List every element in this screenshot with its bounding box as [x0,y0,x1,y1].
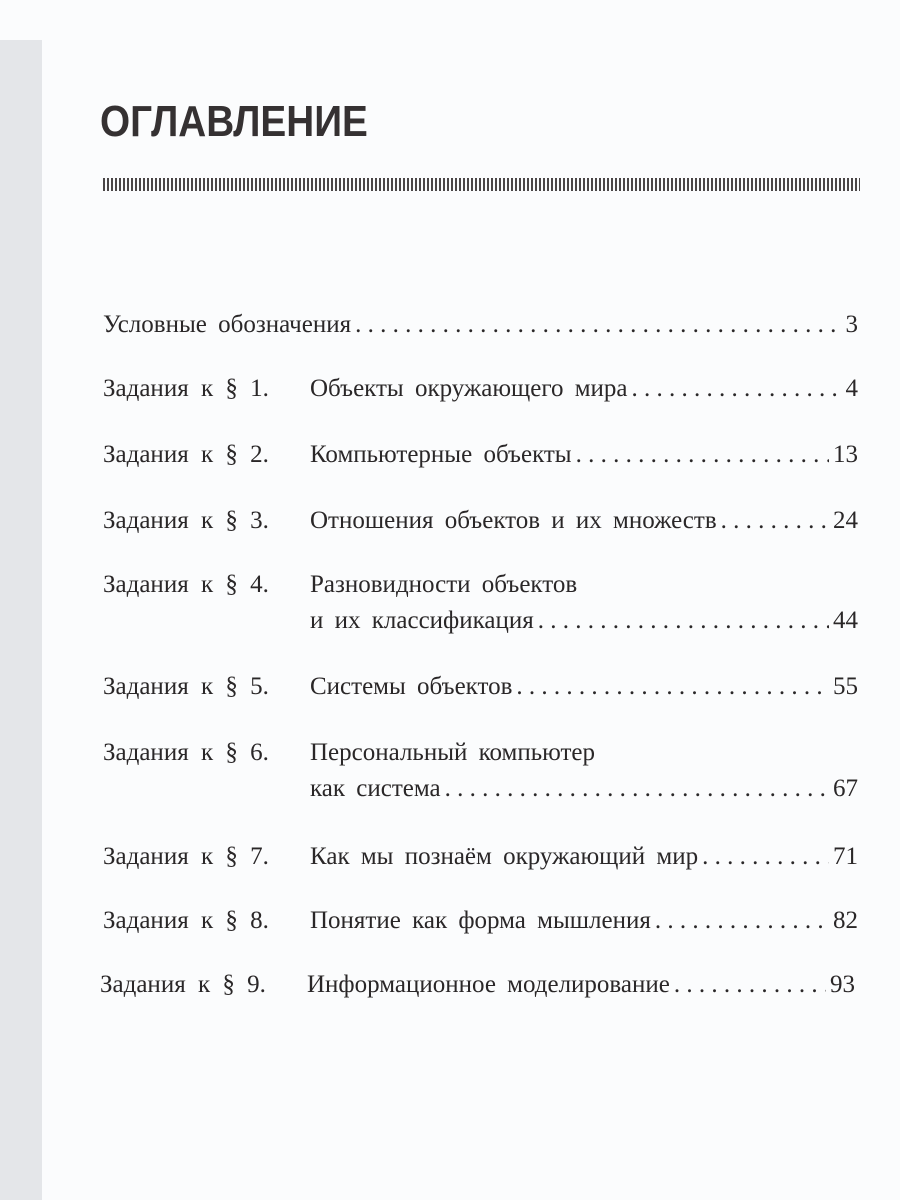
entry-title: Условные обозначения [103,311,352,338]
entry-title: Отношения объектов и их множеств [310,507,717,534]
dot-leader [516,668,829,706]
entry-title-continued: как система [310,775,441,802]
page-number: 55 [833,673,858,700]
entry-prefix: Задания к § 9. [100,971,266,998]
toc-entry[interactable] [103,668,858,706]
dot-leader [445,770,829,808]
page-number: 67 [833,775,858,802]
toc-entry[interactable] [103,902,858,940]
entry-prefix: Задания к § 6. [103,739,269,766]
entry-title: Разновидности объектов [310,571,578,598]
dot-leader [655,902,829,940]
decorative-rule [103,178,860,191]
entry-title: Компьютерные объекты [310,441,572,468]
dot-leader [702,838,829,876]
entry-prefix: Задания к § 7. [103,843,269,870]
toc-entry[interactable] [103,734,858,808]
page-number: 13 [833,441,858,468]
entry-prefix: Задания к § 2. [103,441,269,468]
toc-entry[interactable] [103,436,858,474]
entry-title-continued: и их классификация [310,607,534,634]
page-title: ОГЛАВЛЕНИЕ [100,97,368,146]
toc-entry[interactable] [103,306,858,344]
entry-prefix: Задания к § 1. [103,375,269,402]
page-number: 93 [830,971,855,998]
toc-entry[interactable] [103,502,858,540]
entry-prefix: Задания к § 5. [103,673,269,700]
dot-leader [632,370,842,408]
dot-leader [674,966,826,1004]
entry-prefix: Задания к § 8. [103,907,269,934]
toc-entry[interactable] [103,838,858,876]
page-number: 71 [833,843,858,870]
page-number: 44 [833,607,858,634]
toc-entry[interactable] [100,966,855,1004]
entry-title: Как мы познаём окружающий мир [310,843,699,870]
entry-title: Объекты окружающего мира [310,375,628,402]
dot-leader [721,502,829,540]
entry-title: Информационное моделирование [307,971,670,998]
page-number: 4 [845,375,858,402]
toc-entry[interactable] [103,370,858,408]
dot-leader [576,436,829,474]
entry-title: Персональный компьютер [310,739,595,766]
toc-entry[interactable] [103,566,858,640]
entry-prefix: Задания к § 3. [103,507,269,534]
entry-title: Системы объектов [310,673,513,700]
page-edge [0,40,42,1200]
dot-leader [355,306,841,344]
page-number: 82 [833,907,858,934]
page-number: 24 [833,507,858,534]
entry-title: Понятие как форма мышления [310,907,651,934]
dot-leader [538,602,829,640]
entry-prefix: Задания к § 4. [103,571,269,598]
page-number: 3 [845,311,858,338]
